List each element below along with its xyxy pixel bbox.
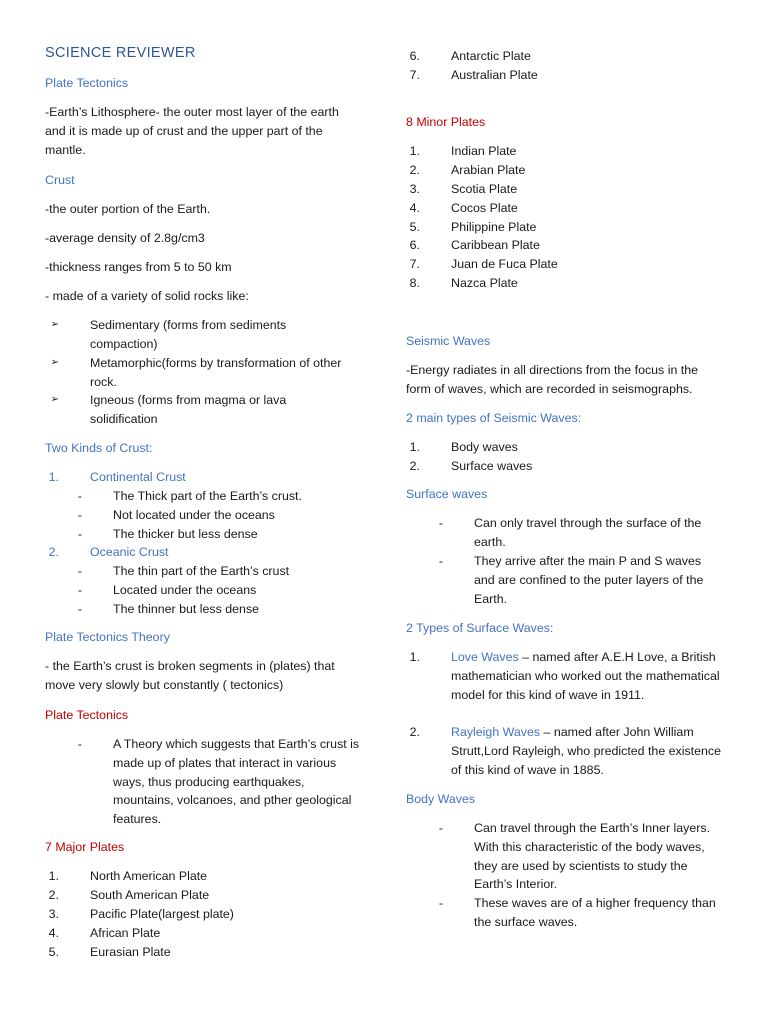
list-number: 1. <box>48 470 59 484</box>
major-plate-item: North American Plate <box>90 869 208 883</box>
arrow-bullet-icon: ➢ <box>50 319 59 330</box>
list-number: 1. <box>48 869 59 883</box>
continental-crust-label: Continental Crust <box>90 470 186 484</box>
rock-type-item: Metamorphic(forms by transformation of other rock. <box>90 356 342 389</box>
crust-fact: -thickness ranges from 5 to 50 km <box>45 260 232 274</box>
dash-bullet: - <box>438 516 443 530</box>
major-plate-item: Eurasian Plate <box>90 945 171 959</box>
dash-bullet: - <box>77 564 82 578</box>
list-number: 2. <box>409 725 420 739</box>
crust-point: The thinner but less dense <box>113 602 260 616</box>
list-number: 3. <box>409 182 420 196</box>
minor-plate-item: Philippine Plate <box>451 220 537 234</box>
list-number: 2. <box>409 163 420 177</box>
dash-bullet: - <box>77 489 82 503</box>
body-wave-point: These waves are of a higher frequency than the surface waves. <box>474 896 716 929</box>
rock-type-item: Igneous (forms from magma or lava solidification <box>90 393 287 426</box>
list-number: 2. <box>48 888 59 902</box>
minor-plate-item: Cocos Plate <box>451 201 518 215</box>
wave-type-item: Body waves <box>451 440 518 454</box>
arrow-bullet-icon: ➢ <box>50 357 59 368</box>
heading-types-of-surface-waves: 2 Types of Surface Waves: <box>406 621 554 635</box>
crust-fact: - made of a variety of solid rocks like: <box>45 289 249 303</box>
list-number: 1. <box>409 144 420 158</box>
rayleigh-waves-name: Rayleigh Waves <box>451 725 541 739</box>
heading-seismic-waves: Seismic Waves <box>406 334 491 348</box>
list-number: 4. <box>48 926 59 940</box>
list-number: 1. <box>409 440 420 454</box>
dash-bullet: - <box>438 896 443 910</box>
dash-bullet: - <box>438 554 443 568</box>
minor-plate-item: Indian Plate <box>451 144 517 158</box>
rayleigh-waves-description: – named after John William Strutt,Lord Rayleigh, who predicted the existence of this kind of wave in 1885. <box>451 725 721 777</box>
heading-7-major-plates: 7 Major Plates <box>45 840 125 854</box>
rayleigh-waves-item <box>451 723 726 779</box>
crust-point: The Thick part of the Earth’s crust. <box>113 489 302 503</box>
major-plate-item: Pacific Plate(largest plate) <box>90 907 234 921</box>
dash-bullet: - <box>77 527 82 541</box>
list-number: 5. <box>48 945 59 959</box>
heading-plate-tectonics-red: Plate Tectonics <box>45 708 129 722</box>
list-number: 3. <box>48 907 59 921</box>
major-plate-item: Antarctic Plate <box>451 49 531 63</box>
crust-point: Located under the oceans <box>113 583 257 597</box>
list-number: 8. <box>409 276 420 290</box>
body-wave-point: Can travel through the Earth’s Inner layers. With this characteristic of the body waves, they are used by scientists to study the Earth’s Interior. <box>474 821 711 892</box>
minor-plate-item: Caribbean Plate <box>451 238 540 252</box>
list-number: 4. <box>409 201 420 215</box>
heading-plate-tectonics: Plate Tectonics <box>45 76 129 90</box>
minor-plate-item: Arabian Plate <box>451 163 526 177</box>
crust-point: The thicker but less dense <box>113 527 258 541</box>
surface-wave-point: They arrive after the main P and S waves and are confined to the puter layers of the Earth. <box>474 554 704 606</box>
rock-type-item: Sedimentary (forms from sediments compaction) <box>90 318 287 351</box>
major-plate-item: South American Plate <box>90 888 210 902</box>
oceanic-crust-label: Oceanic Crust <box>90 545 169 559</box>
list-number: 6. <box>409 238 420 252</box>
love-waves-item <box>451 648 726 704</box>
list-number: 5. <box>409 220 420 234</box>
heading-crust: Crust <box>45 173 75 187</box>
minor-plate-item: Scotia Plate <box>451 182 518 196</box>
list-number: 6. <box>409 49 420 63</box>
list-number: 7. <box>409 257 420 271</box>
wave-type-item: Surface waves <box>451 459 533 473</box>
arrow-bullet-icon: ➢ <box>50 394 59 405</box>
list-number: 2. <box>48 545 59 559</box>
heading-surface-waves: Surface waves <box>406 487 488 501</box>
heading-body-waves: Body Waves <box>406 792 476 806</box>
heading-main-types-seismic: 2 main types of Seismic Waves: <box>406 411 582 425</box>
list-number: 2. <box>409 459 420 473</box>
seismic-paragraph: -Energy radiates in all directions from the focus in the form of waves, which are recorded in seismographs. <box>406 363 699 396</box>
surface-wave-point: Can only travel through the surface of the earth. <box>474 516 702 549</box>
lithosphere-paragraph: -Earth’s Lithosphere- the outer most layer of the earth and it is made up of crust and the upper part of the mantle. <box>45 105 339 157</box>
document-title: SCIENCE REVIEWER <box>45 45 196 61</box>
dash-bullet: - <box>77 737 82 751</box>
crust-fact: -the outer portion of the Earth. <box>45 202 211 216</box>
crust-point: Not located under the oceans <box>113 508 275 522</box>
theory-paragraph: - the Earth’s crust is broken segments in (plates) that move very slowly but constantly ( tectonics) <box>45 659 335 692</box>
love-waves-name: Love Waves <box>451 650 519 664</box>
minor-plate-item: Juan de Fuca Plate <box>451 257 558 271</box>
minor-plate-item: Nazca Plate <box>451 276 518 290</box>
list-number: 1. <box>409 650 420 664</box>
dash-bullet: - <box>77 508 82 522</box>
crust-fact: -average density of 2.8g/cm3 <box>45 231 205 245</box>
major-plate-item: Australian Plate <box>451 68 538 82</box>
heading-two-kinds-of-crust: Two Kinds of Crust: <box>45 441 153 455</box>
major-plate-item: African Plate <box>90 926 161 940</box>
heading-plate-tectonics-theory: Plate Tectonics Theory <box>45 630 170 644</box>
plate-tectonics-definition: A Theory which suggests that Earth’s crust is made up of plates that interact in various ways, thus producing earthquakes, mountains, volcanoes, and pther geological features. <box>113 737 360 827</box>
dash-bullet: - <box>77 583 82 597</box>
dash-bullet: - <box>77 602 82 616</box>
list-number: 7. <box>409 68 420 82</box>
heading-8-minor-plates: 8 Minor Plates <box>406 115 486 129</box>
love-waves-description: – named after A.E.H Love, a British mathematician who worked out the mathematical model for this kind of wave in 1911. <box>451 650 720 702</box>
dash-bullet: - <box>438 821 443 835</box>
crust-point: The thin part of the Earth’s crust <box>113 564 290 578</box>
